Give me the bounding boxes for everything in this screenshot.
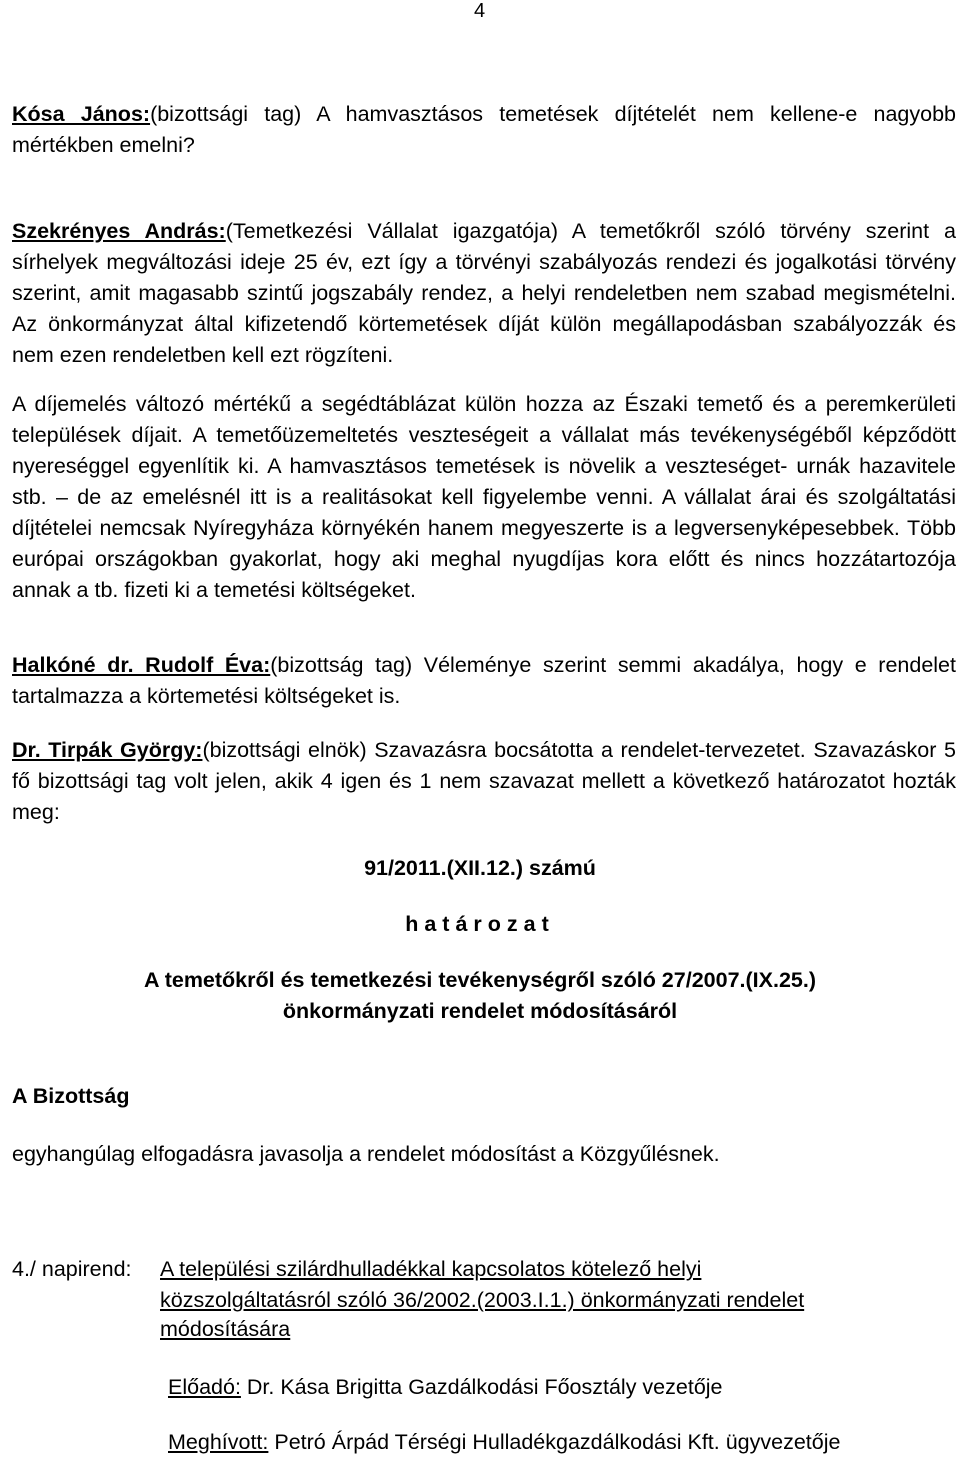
- invited-line: [168, 1427, 840, 1458]
- paragraph-text: (Temetkezési Vállalat igazgatója) A temetőkről szóló törvény szerint a sírhelyek megváltozási ideje 25 év, ezt így a törvényi szabályozás rendezi és jogalkotási törvény szerint, amit magasabb szintű jogszabály rendez, a helyi rendeletben nem szabad megismételni. Az önkormányzat által kifizetendő körtemetések díját külön megállapodásban szabályozzák és nem ezen rendeletben kell ezt rögzíteni.: [12, 219, 957, 367]
- paragraph-kosa: [12, 99, 956, 161]
- agenda-title-line2: közszolgáltatásról szóló 36/2002.(2003.I.1.) önkormányzati rendelet: [160, 1288, 805, 1312]
- presenter-label: Előadó:: [168, 1375, 241, 1399]
- paragraph-text: (bizottsági elnök) Szavazásra bocsátotta a rendelet-tervezetet. Szavazáskor 5 fő bizottsági tag volt jelen, akik 4 igen és 1 nem szavazat mellett a következő határozatot hozták meg:: [12, 738, 956, 824]
- presenter-line: [168, 1372, 723, 1403]
- resolution-word: határozat: [405, 912, 555, 936]
- speaker-name: Kósa János:: [12, 102, 151, 126]
- paragraph-text: (bizottság tag) Véleménye szerint semmi akadálya, hogy e rendelet tartalmazza a körtemetési költségeket is.: [12, 653, 956, 708]
- agenda-title-line3: módosítására: [160, 1317, 291, 1341]
- paragraph-halkone: [12, 650, 956, 712]
- paragraph-text: (bizottsági tag) A hamvasztásos temetések díjtételét nem kellene-e nagyobb mértékben emelni?: [12, 102, 956, 157]
- invited-name: Petró Árpád Térségi Hulladékgazdálkodási Kft. ügyvezetője: [268, 1430, 841, 1454]
- invited-label: Meghívott:: [168, 1430, 269, 1454]
- paragraph-szekrenyes: [12, 216, 956, 371]
- resolution-title-line2: önkormányzati rendelet módosításáról: [282, 999, 678, 1023]
- paragraph-szekrenyes-cont: [12, 389, 956, 606]
- paragraph-tirpak: [12, 735, 956, 828]
- agenda-title-line1: A települési szilárdhulladékkal kapcsolatos kötelező helyi: [160, 1257, 702, 1281]
- committee-text: egyhangúlag elfogadásra javasolja a rendelet módosítást a Közgyűlésnek.: [12, 1142, 720, 1166]
- speaker-name: Szekrényes András:: [12, 219, 226, 243]
- committee-heading: A Bizottság: [12, 1084, 130, 1108]
- speaker-name: Halkóné dr. Rudolf Éva:: [12, 653, 271, 677]
- resolution-title-line1: A temetőkről és temetkezési tevékenységről szóló 27/2007.(IX.25.): [144, 968, 816, 992]
- agenda-label: 4./ napirend:: [12, 1257, 132, 1281]
- speaker-name: Dr. Tirpák György:: [12, 738, 203, 762]
- paragraph-text: A díjemelés változó mértékű a segédtáblázat külön hozza az Északi temető és a peremkerületi települések díjait. A temetőüzemeltetés veszteségeit a vállalat más tevékenységéből képződött nyereséggel egyenlítik ki. A hamvasztásos temetések is növelik a veszteséget- urnák hazavitele stb. – de az emelésnél itt is a realitásokat kell figyelembe venni. A vállalat árai és szolgáltatási díjtételei nemcsak Nyíregyháza környékén hanem megyeszerte is a legversenyképesebbek. Több európai országokban gyakorlat, hogy aki meghal nyugdíjas kora előtt és nincs hozzátartozója annak a tb. fizeti ki a temetési költségeket.: [12, 392, 956, 602]
- resolution-number: 91/2011.(XII.12.) számú: [364, 856, 596, 880]
- page-number: 4: [474, 0, 486, 22]
- presenter-name: Dr. Kása Brigitta Gazdálkodási Főosztály vezetője: [240, 1375, 723, 1399]
